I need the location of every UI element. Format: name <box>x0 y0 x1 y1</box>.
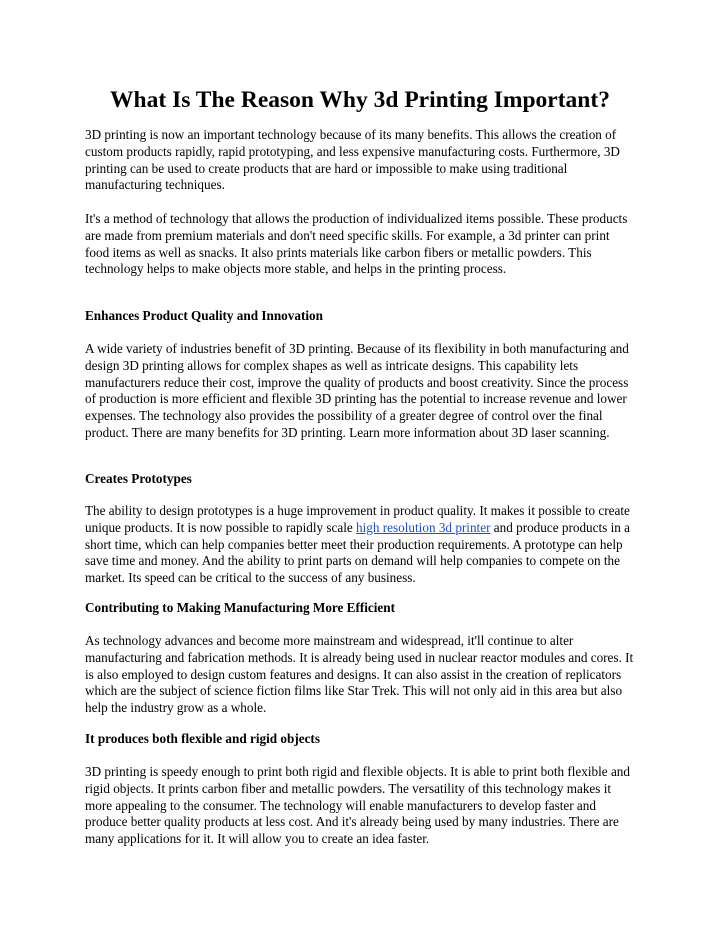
section-heading-prototypes: Creates Prototypes <box>85 471 192 486</box>
body-text-before-link: The ability to design prototypes is a huge improvement in product quality. It makes it possible to create unique products. It is now possible to rapidly scale <box>85 503 630 535</box>
intro-paragraph-2: It's a method of technology that allows the production of individualized items possible. These products are made from premium materials and don't need specific skills. For example, a 3d printer can print food items as well as snacks. It also prints materials like carbon fibers or metallic powders. This technology helps to make objects more stable, and helps in the printing process. <box>85 211 628 277</box>
body-text-after-link: and produce products in a short time, which can help companies better meet their production requirements. A prototype can help save time and money. And the ability to print parts on demand will help companies to compete on the market. Its speed can be critical to the success of any business. <box>85 519 630 586</box>
page-title: What Is The Reason Why 3d Printing Important? <box>110 87 610 113</box>
high-resolution-3d-printer-link[interactable]: high resolution 3d printer <box>356 519 491 535</box>
section-heading-quality: Enhances Product Quality and Innovation <box>85 308 323 323</box>
section-body-efficiency: As technology advances and become more mainstream and widespread, it'll continue to alter manufacturing and fabrication methods. It is already being used in nuclear reactor modules and cores. It is also employed to design custom features and designs. It can also assist in the creation of replicators which are the subject of science fiction films like Star Trek. This will not only aid in this area but also help the industry grow as a whole. <box>85 633 634 716</box>
section-body-quality: A wide variety of industries benefit of 3D printing. Because of its flexibility in both manufacturing and design 3D printing allows for complex shapes as well as intricate designs. This capability lets manufacturers reduce their cost, improve the quality of products and boost creativity. Since the process of production is more efficient and flexible 3D printing has the potential to increase revenue and lower expenses. The technology also provides the possibility of a greater degree of control over the final product. There are many benefits for 3D printing. Learn more information about 3D laser scanning. <box>85 341 629 440</box>
section-heading-efficiency: Contributing to Making Manufacturing More Efficient <box>85 600 396 615</box>
intro-paragraph-1: 3D printing is now an important technology because of its many benefits. This allows the creation of custom products rapidly, rapid prototyping, and less expensive manufacturing costs. Furthermore, 3D printing can be used to create products that are hard or impossible to make using traditional manufacturing techniques. <box>85 127 620 193</box>
section-heading-flexible-rigid: It produces both flexible and rigid objects <box>85 731 320 746</box>
section-body-prototypes <box>85 503 637 587</box>
section-body-flexible-rigid: 3D printing is speedy enough to print both rigid and flexible objects. It is able to print both flexible and rigid objects. It prints carbon fiber and metallic powders. The versatility of this technology makes it more appealing to the consumer. The technology will enable manufacturers to develop faster and produce better quality products at less cost. And it's already being used by many industries. There are many applications for it. It will allow you to create an idea faster. <box>85 764 630 847</box>
